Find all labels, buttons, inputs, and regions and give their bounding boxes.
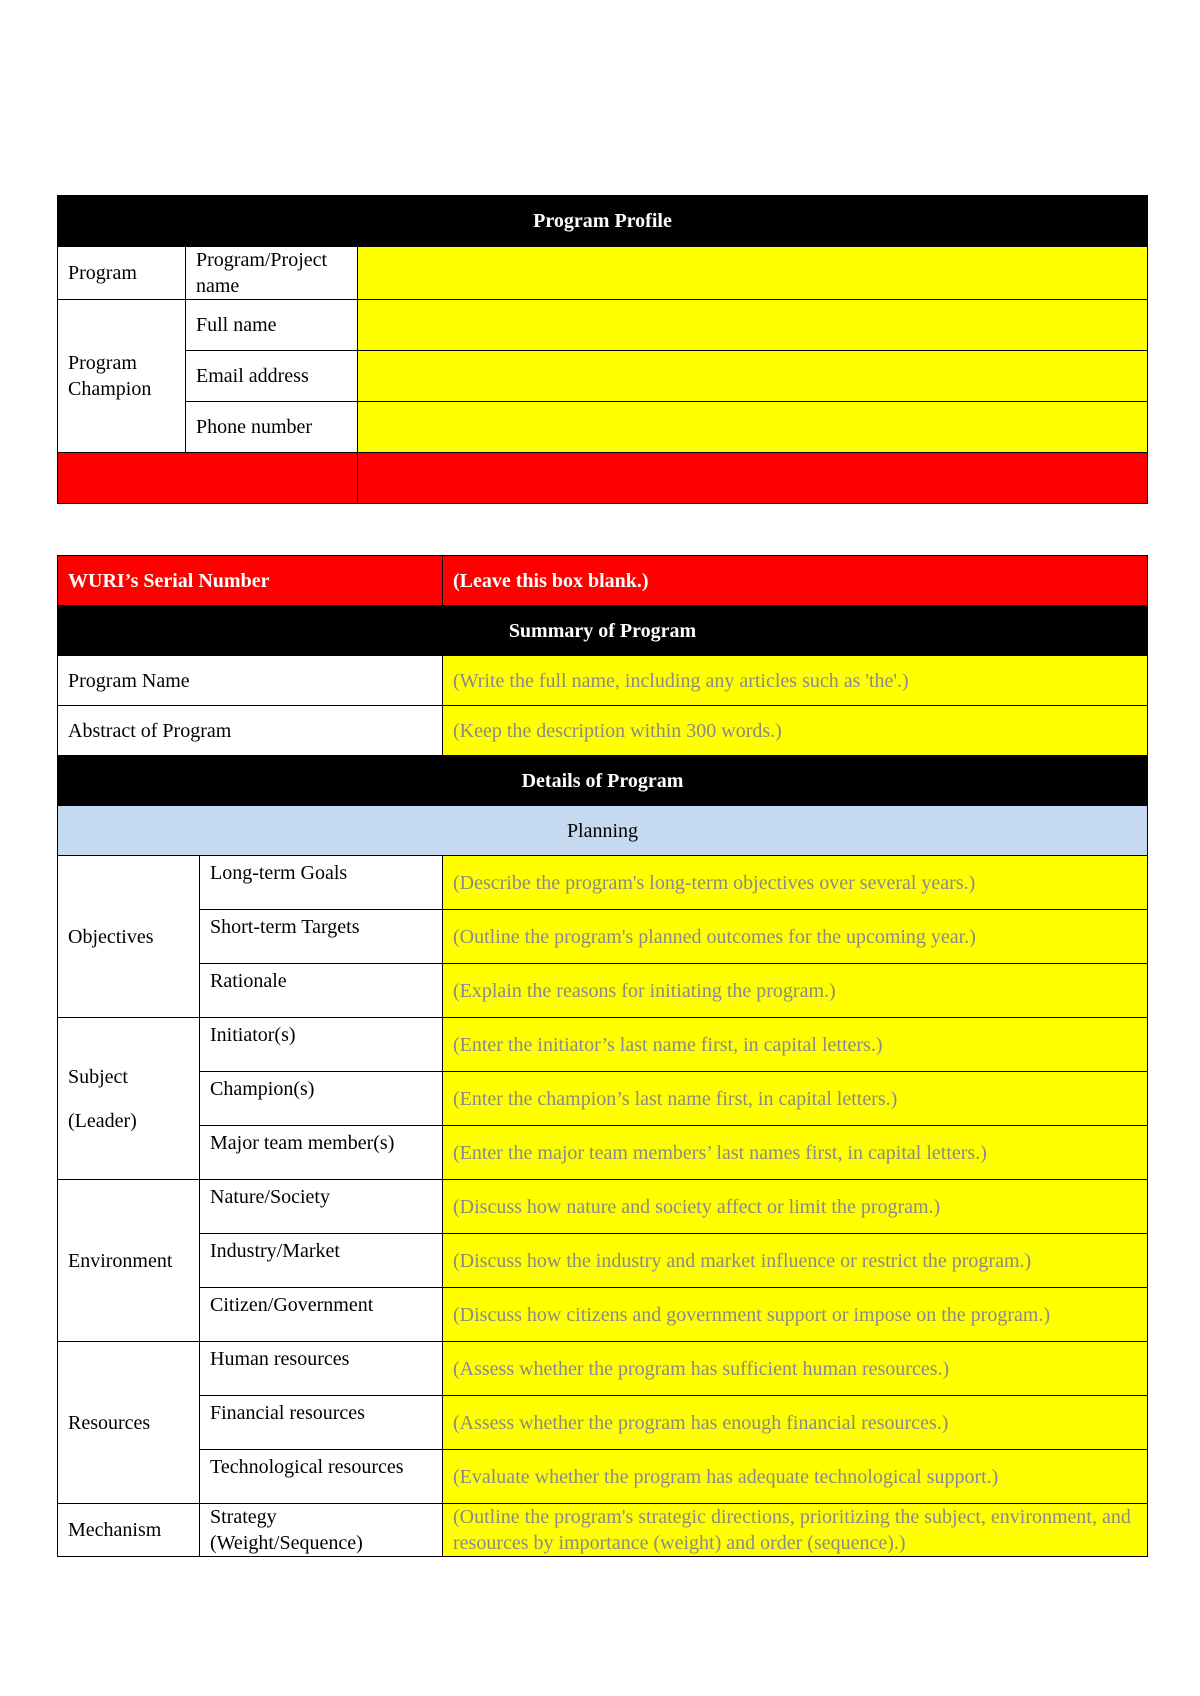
row-input[interactable]: (Explain the reasons for initiating the program.) <box>443 964 1148 1018</box>
subject-label-line1: Subject <box>68 1065 128 1088</box>
row-label: Industry/Market <box>200 1234 443 1288</box>
row-input[interactable]: (Enter the major team members’ last names first, in capital letters.) <box>443 1126 1148 1180</box>
row-input[interactable]: (Assess whether the program has sufficient human resources.) <box>443 1342 1148 1396</box>
environment-label: Environment <box>58 1180 200 1342</box>
row-input[interactable]: (Enter the champion’s last name first, in capital letters.) <box>443 1072 1148 1126</box>
summary-title: Summary of Program <box>58 606 1148 656</box>
full-name-field[interactable] <box>358 300 1148 351</box>
program-profile-title: Program Profile <box>58 196 1148 247</box>
full-name-label: Full name <box>186 300 358 351</box>
row-label: Technological resources <box>200 1450 443 1504</box>
row-input[interactable]: (Discuss how citizens and government support or impose on the program.) <box>443 1288 1148 1342</box>
email-label: Email address <box>186 351 358 402</box>
subject-label-line2: (Leader) <box>68 1109 137 1132</box>
row-input[interactable]: (Discuss how nature and society affect or limit the program.) <box>443 1180 1148 1234</box>
serial-number-label: WURI’s Serial Number <box>58 556 443 606</box>
program-name-row-label: Program Name <box>58 656 443 706</box>
objectives-label: Objectives <box>58 856 200 1018</box>
mechanism-label: Mechanism <box>58 1504 200 1557</box>
program-label: Program <box>58 247 186 300</box>
subject-label <box>58 1018 200 1180</box>
program-name-field[interactable] <box>358 247 1148 300</box>
details-title: Details of Program <box>58 756 1148 806</box>
row-label: Citizen/Government <box>200 1288 443 1342</box>
row-input[interactable]: (Assess whether the program has enough financial resources.) <box>443 1396 1148 1450</box>
strategy-input[interactable]: (Outline the program's strategic directions, prioritizing the subject, environment, and resources by importance (weight) and order (sequence).) <box>443 1504 1148 1557</box>
strategy-label: Strategy (Weight/Sequence) <box>200 1504 443 1557</box>
red-row-right[interactable] <box>358 453 1148 504</box>
row-label: Nature/Society <box>200 1180 443 1234</box>
planning-label: Planning <box>58 806 1148 856</box>
serial-number-value: (Leave this box blank.) <box>443 556 1148 606</box>
row-input[interactable]: (Outline the program's planned outcomes for the upcoming year.) <box>443 910 1148 964</box>
row-label: Long-term Goals <box>200 856 443 910</box>
row-input[interactable]: (Evaluate whether the program has adequate technological support.) <box>443 1450 1148 1504</box>
program-name-label: Program/Project name <box>186 247 358 300</box>
row-label: Initiator(s) <box>200 1018 443 1072</box>
row-label: Rationale <box>200 964 443 1018</box>
email-field[interactable] <box>358 351 1148 402</box>
row-input[interactable]: (Discuss how the industry and market influence or restrict the program.) <box>443 1234 1148 1288</box>
row-label: Short-term Targets <box>200 910 443 964</box>
abstract-label: Abstract of Program <box>58 706 443 756</box>
row-label: Champion(s) <box>200 1072 443 1126</box>
abstract-input[interactable]: (Keep the description within 300 words.) <box>443 706 1148 756</box>
resources-label: Resources <box>58 1342 200 1504</box>
row-label: Major team member(s) <box>200 1126 443 1180</box>
program-champion-label: Program Champion <box>58 300 186 453</box>
red-row-left <box>58 453 358 504</box>
phone-field[interactable] <box>358 402 1148 453</box>
row-input[interactable]: (Describe the program's long-term objectives over several years.) <box>443 856 1148 910</box>
phone-label: Phone number <box>186 402 358 453</box>
program-profile-table <box>57 195 1148 504</box>
row-label: Human resources <box>200 1342 443 1396</box>
row-input[interactable]: (Enter the initiator’s last name first, in capital letters.) <box>443 1018 1148 1072</box>
row-label: Financial resources <box>200 1396 443 1450</box>
program-summary-table <box>57 555 1148 1557</box>
program-name-input[interactable]: (Write the full name, including any articles such as 'the'.) <box>443 656 1148 706</box>
